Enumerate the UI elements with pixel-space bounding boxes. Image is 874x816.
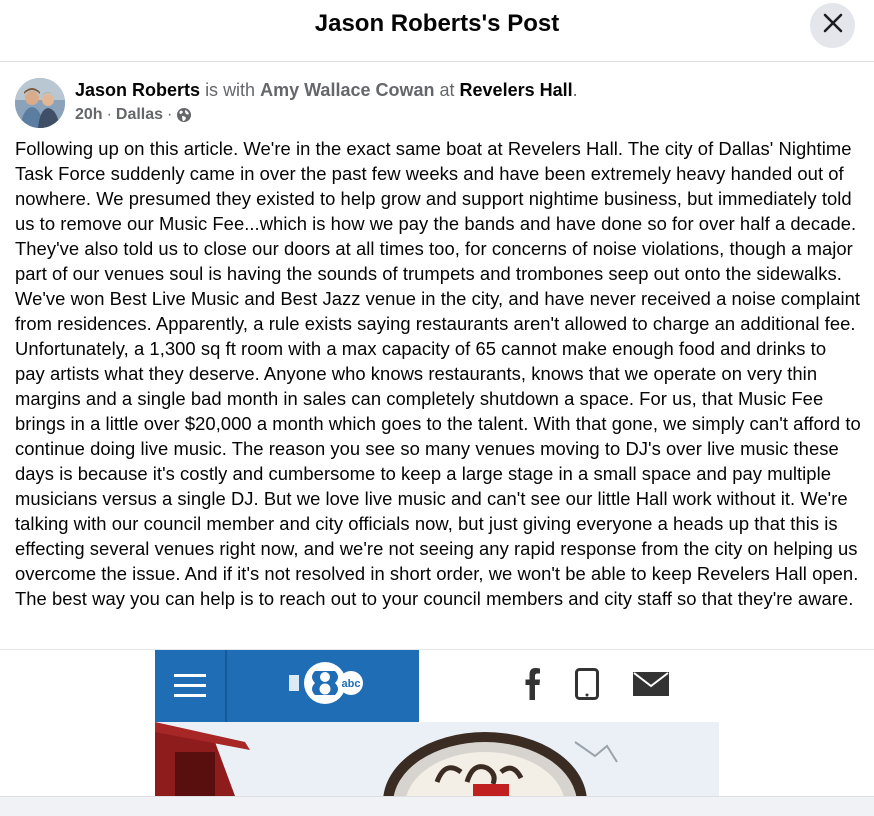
- period-text: .: [572, 80, 578, 100]
- separator: ·: [106, 106, 112, 123]
- article-photo: [155, 722, 719, 796]
- news-site-header: [155, 650, 719, 722]
- phone-icon: [575, 668, 599, 705]
- post-timestamp-link[interactable]: 20h: [75, 106, 103, 123]
- news-brand-bar: [155, 650, 419, 722]
- place-link[interactable]: Revelers Hall: [459, 80, 573, 100]
- facebook-icon: [525, 668, 541, 705]
- link-preview[interactable]: [155, 650, 719, 796]
- menu-icon: [155, 650, 227, 722]
- globe-icon: [176, 107, 192, 123]
- post-header: [15, 78, 855, 130]
- dialog-header: [0, 0, 874, 62]
- share-icons: [525, 668, 669, 705]
- with-text: is with: [205, 80, 256, 100]
- mail-icon: [633, 672, 669, 701]
- separator: ·: [167, 106, 173, 123]
- close-icon: [823, 13, 843, 38]
- wfaa-logo-icon: [285, 661, 365, 705]
- bottom-bar: [0, 796, 874, 816]
- avatar[interactable]: [15, 78, 65, 128]
- author-name-link[interactable]: Jason Roberts: [75, 80, 201, 100]
- location-link[interactable]: Dallas: [115, 106, 164, 123]
- post-attribution: [75, 79, 578, 101]
- at-text: at: [439, 80, 455, 100]
- dialog-title: Jason Roberts's Post: [314, 10, 560, 37]
- logo-text: abc: [341, 678, 361, 690]
- post-subline: [75, 105, 578, 125]
- close-button[interactable]: [810, 3, 855, 48]
- tagged-person-link[interactable]: Amy Wallace Cowan: [260, 80, 435, 100]
- post-text: Following up on this article. We're in the exact same boat at Revelers Hall. The city of Dallas' Nightime Task Force suddenly came in over the past few weeks and have been extremely heavy handed out of nowhere. We presumed they existed to help grow and support nightime business, but immediately told us to remove our Music Fee...which is how we pay the bands and have done so for over half a decade. They've also told us to close our doors at all times too, for concerns of noise violations, though a major part of our venues soul is having the sounds of trumpets and trombones seep out onto the sidewalks. We've won Best Live Music and Best Jazz venue in the city, and have never received a noise complaint from residences. Apparently, a rule exists saying restaurants aren't allowed to charge an additional fee. Unfortunately, a 1,300 sq ft room with a max capacity of 65 cannot make enough food and drinks to pay artists what they deserve. Anyone who knows restaurants, knows that we operate on very thin margins and a single bad month in sales can completely shutdown a space. For us, that Music Fee brings in a little over $20,000 a month which goes to the talent. With that gone, we simply can't afford to continue doing live music. The reason you see so many venues moving to DJ's over live music these days is because it's costly and cumbersome to keep a large stage in a small space and pay multiple musicians versus a single DJ. But we love live music and can't see our little Hall work without it. We're talking with our council member and city officials now, but just giving everyone a heads up that this is effecting several venues right now, and we're not seeing any rapid response from the city on helping us overcome the issue. And if it's not resolved in short order, we won't be able to keep Revelers Hall open. The best way you can help is to reach out to your council members and city staff so that they're aware.: [15, 138, 861, 609]
